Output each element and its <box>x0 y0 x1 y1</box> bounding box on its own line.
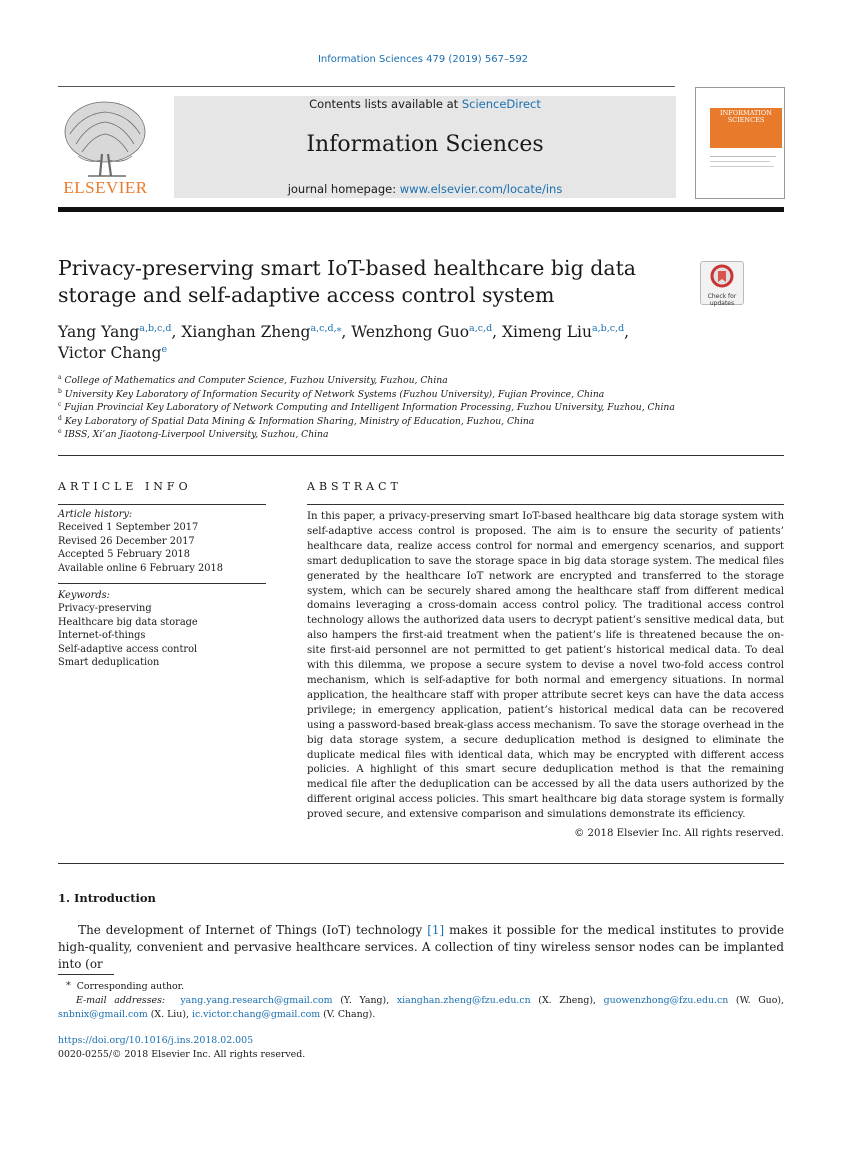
cover-line <box>710 156 776 157</box>
article-title-line-1: Privacy-preserving smart IoT-based healthcare big data <box>58 256 637 280</box>
affiliation: $^b$ University Key Laboratory of Information Security of Network Systems (Fuzhou University), Fujian Province, China <box>58 387 605 400</box>
contents-line <box>174 97 676 111</box>
introduction-heading: 1. Introduction <box>58 891 156 905</box>
cover-title: INFORMATION SCIENCES <box>720 109 772 124</box>
header-top-rule <box>58 86 675 87</box>
elsevier-wordmark: ELSEVIER <box>63 178 148 197</box>
info-rule <box>58 504 266 505</box>
abstract-copyright: © 2018 Elsevier Inc. All rights reserved. <box>574 828 784 839</box>
history-accepted: Accepted 5 February 2018 <box>58 549 191 561</box>
footnote-rule <box>58 974 114 975</box>
keyword: Privacy-preserving <box>58 603 152 615</box>
email-link[interactable]: xianghan.zheng@fzu.edu.cn <box>396 995 531 1006</box>
history-online: Available online 6 February 2018 <box>58 562 223 574</box>
history-received: Received 1 September 2017 <box>58 522 199 534</box>
authors <box>58 322 758 364</box>
abstract-bottom-rule <box>58 863 784 864</box>
author-separator: , <box>171 323 182 341</box>
history-revised: Revised 26 December 2017 <box>58 535 195 547</box>
crossmark-icon <box>701 262 743 290</box>
author[interactable]: Xianghan Zheng$^{a,c,d,⁎}$ <box>181 322 342 341</box>
author-affiliation-marks[interactable]: a,b,c,d <box>139 322 172 334</box>
author-separator: , <box>492 323 503 341</box>
author[interactable]: Wenzhong Guo$^{a,c,d}$ <box>351 322 493 341</box>
journal-cover-thumbnail[interactable] <box>695 87 785 199</box>
abstract-heading: ABSTRACT <box>307 480 402 493</box>
article-title <box>58 255 678 309</box>
affiliation: $^d$ Key Laboratory of Spatial Data Mining & Information Sharing, Ministry of Education, Fuzhou, China <box>58 414 535 427</box>
journal-reference-link[interactable]: Information Sciences 479 (2019) 567–592 <box>317 54 529 65</box>
email-addresses: E-mail addresses: yang.yang.research@gmail.com (Y. Yang), xianghan.zheng@fzu.edu.cn (X. Zheng), guowenzhong@fzu.edu.cn (W. Guo), snbnix@gmail.com (X. Liu), ic.victor.chang@gmail.com (V. Chang). <box>58 995 785 1020</box>
keyword: Self-adaptive access control <box>58 643 198 655</box>
header-thick-rule <box>58 207 784 212</box>
affiliations <box>58 374 784 442</box>
corresponding-author-note: ⁎ Corresponding author. <box>66 976 185 992</box>
reference-link[interactable]: [1] <box>427 923 445 937</box>
homepage-link[interactable]: www.elsevier.com/locate/ins <box>399 182 563 196</box>
article-history <box>58 508 268 575</box>
author-affiliation-marks[interactable]: e <box>161 343 168 355</box>
email-link[interactable]: ic.victor.chang@gmail.com <box>191 1009 321 1020</box>
cover-line <box>710 166 774 167</box>
author[interactable]: Ximeng Liu$^{a,b,c,d}$ <box>502 322 625 341</box>
article-title-line-2: storage and self-adaptive access control system <box>58 283 555 307</box>
author[interactable]: Yang Yang$^{a,b,c,d}$ <box>58 322 172 341</box>
author-affiliation-marks[interactable]: a,c,d,⁎ <box>310 322 342 334</box>
cover-line <box>710 161 770 162</box>
homepage-line <box>174 182 676 196</box>
affiliation: $^a$ College of Mathematics and Computer Science, Fuzhou University, Fuzhou, China <box>58 373 448 386</box>
check-for-updates-button[interactable] <box>700 261 744 305</box>
abstract-text: In this paper, a privacy-preserving smart IoT-based healthcare big data storage system with self-adaptive access control is proposed. The aim is to ensure the security of patients’ healthcare data, realize access control for normal and emergency scenarios, and support smart deduplication to save the storage space in big data storage system. The medical files generated by the healthcare IoT network are encrypted and transferred to the storage system, which can be securely shared among the healthcare staff from different medical domains leveraging a cross-domain access control policy. The traditional access control technology allows the authorized data users to decrypt patient’s sensitive medical data, but also hampers the first-aid treatment when the patient’s life is threatened because the on-site first-aid personnel are not permitted to get patient’s historical medical data. To deal with this dilemma, we propose a secure system to devise a novel two-fold access control mechanism, which is self-adaptive for both normal and emergency situations. In normal application, the healthcare staff with proper attribute secret keys can have the data access privilege; in emergency application, patient’s historical medical data can be recovered using a password-based break-glass access mechanism. To save the storage overhead in the big data storage system, a secure deduplication method is designed to eliminate the duplicate medical files with identical data, which may be encrypted with different access policies. A highlight of this smart secure deduplication method is that the remaining medical file after the deduplication can be accessed by all the data users authorized by the different original access policies. This smart healthcare big data storage system is formally proved secure, and extensive comparison and simulations demonstrate its efficiency. <box>307 511 784 821</box>
journal-title: Information Sciences <box>306 132 544 157</box>
keywords-heading: Keywords: <box>58 590 110 601</box>
author-separator: , <box>624 323 630 341</box>
doi-link[interactable]: https://doi.org/10.1016/j.ins.2018.02.005 <box>58 1035 254 1046</box>
affiliation: $^c$ Fujian Provincial Key Laboratory of Network Computing and Intelligent Information Processing, Fuzhou University, Fuzhou, China <box>58 400 675 413</box>
keyword: Smart deduplication <box>58 657 160 669</box>
sciencedirect-link[interactable]: ScienceDirect <box>461 97 541 111</box>
article-info-heading: ARTICLE INFO <box>58 480 192 493</box>
email-link[interactable]: guowenzhong@fzu.edu.cn <box>603 995 729 1006</box>
author-affiliation-marks[interactable]: a,c,d <box>469 322 493 334</box>
keywords <box>58 589 268 669</box>
elsevier-logo <box>58 94 153 200</box>
introduction-paragraph: The development of Internet of Things (IoT) technology [1] makes it possible for the medical institutes to provide high-quality, convenient and pervasive healthcare services. A collection of tiny wireless sensor nodes can be implanted into (or <box>58 923 784 971</box>
abstract-rule <box>307 504 784 505</box>
author[interactable]: Victor Chang$^e$ <box>58 343 168 362</box>
issn-copyright: 0020-0255/© 2018 Elsevier Inc. All rights reserved. <box>58 1049 306 1060</box>
doi-block <box>58 1034 305 1062</box>
affiliations-rule <box>58 455 784 456</box>
homepage-prefix: journal homepage: <box>287 182 400 196</box>
crossmark-label: Check for updates <box>707 293 737 307</box>
keyword: Internet-of-things <box>58 630 146 642</box>
author-separator: , <box>341 323 352 341</box>
footnotes <box>58 976 785 1022</box>
affiliation: $^e$ IBSS, Xi’an Jiaotong-Liverpool University, Suzhou, China <box>58 427 329 440</box>
contents-prefix: Contents lists available at <box>309 97 462 111</box>
keywords-rule <box>58 583 266 584</box>
author-affiliation-marks[interactable]: a,b,c,d <box>591 322 625 334</box>
keyword: Healthcare big data storage <box>58 616 198 628</box>
history-heading: Article history: <box>58 509 133 520</box>
email-link[interactable]: snbnix@gmail.com <box>58 1009 148 1020</box>
email-link[interactable]: yang.yang.research@gmail.com <box>180 995 333 1006</box>
